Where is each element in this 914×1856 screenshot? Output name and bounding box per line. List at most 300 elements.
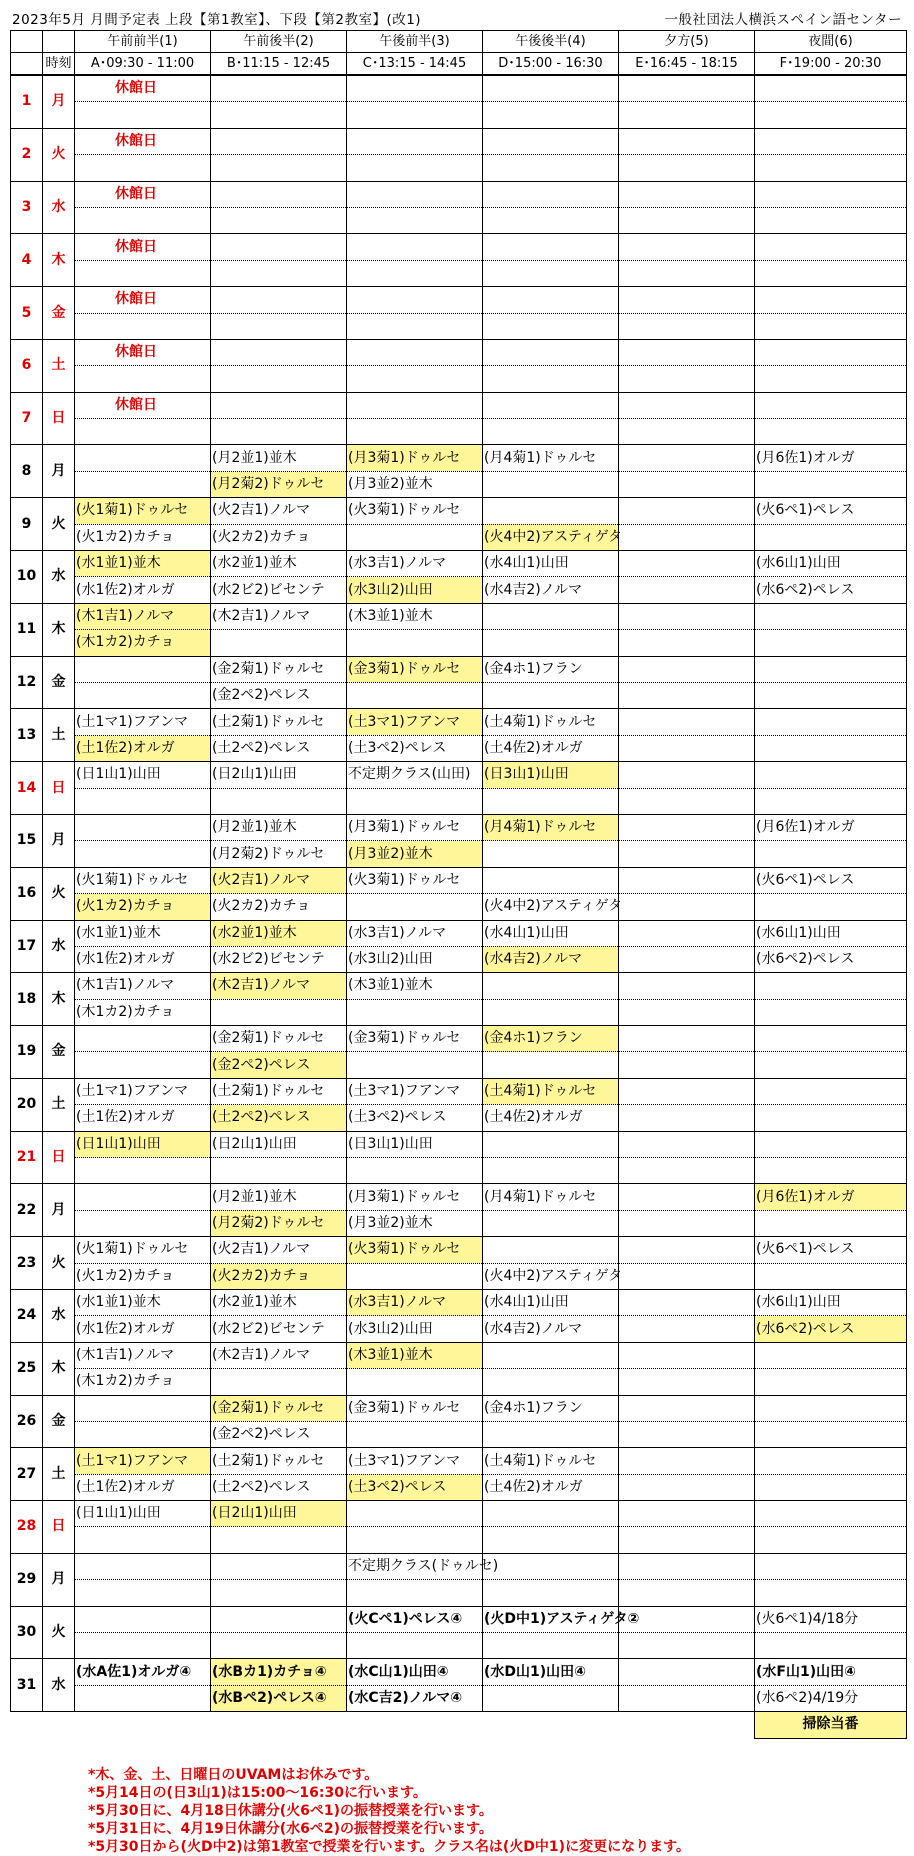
class-slot: (木1カ2)カチョ xyxy=(75,1369,211,1395)
class-slot: (水4山1)山田 xyxy=(483,920,619,946)
day-number: 26 xyxy=(11,1395,43,1448)
day-of-week: 月 xyxy=(43,75,75,128)
class-slot: (水Bペ2)ペレス④ xyxy=(211,1685,347,1711)
class-slot xyxy=(347,207,483,233)
cleaning-label: 掃除当番 xyxy=(755,1712,907,1738)
day-number: 14 xyxy=(11,762,43,815)
day-row xyxy=(11,1105,907,1131)
class-slot: (水2ビ2)ビセンテ xyxy=(211,946,347,972)
day-row xyxy=(11,75,907,102)
class-slot: (水1佐2)オルガ xyxy=(75,1316,211,1342)
class-slot xyxy=(347,366,483,392)
day-of-week: 火 xyxy=(43,1237,75,1290)
empty-slot xyxy=(483,1210,619,1236)
class-slot xyxy=(619,207,755,233)
day-row xyxy=(11,1369,907,1395)
empty-slot xyxy=(619,603,755,629)
day-number: 25 xyxy=(11,1342,43,1395)
closed-label: 休館日 xyxy=(75,339,211,365)
class-slot: (金3菊1)ドゥルセ xyxy=(347,1395,483,1421)
class-slot: (水6ペ2)ペレス xyxy=(755,577,907,603)
class-slot xyxy=(483,155,619,181)
day-number: 16 xyxy=(11,867,43,920)
schedule-table xyxy=(10,30,907,1739)
empty-slot xyxy=(211,999,347,1025)
day-of-week: 水 xyxy=(43,1289,75,1342)
notes-section xyxy=(88,1766,908,1856)
class-slot: (水3吉1)ノルマ xyxy=(347,1289,483,1315)
empty-slot xyxy=(75,656,211,682)
empty-slot xyxy=(347,1158,483,1184)
class-slot xyxy=(483,260,619,286)
class-slot: (水4吉2)ノルマ xyxy=(483,577,619,603)
blank-cell xyxy=(11,1712,43,1738)
empty-slot xyxy=(619,1553,755,1579)
empty-slot xyxy=(755,973,907,999)
day-row xyxy=(11,1553,907,1579)
day-row xyxy=(11,551,907,577)
class-slot: (火1菊1)ドゥルセ xyxy=(75,498,211,524)
day-row xyxy=(11,1026,907,1052)
empty-slot xyxy=(347,1052,483,1078)
class-slot: (水6ペ2)ペレス xyxy=(755,1316,907,1342)
empty-slot xyxy=(211,1633,347,1659)
empty-slot xyxy=(755,788,907,814)
empty-slot xyxy=(619,1685,755,1711)
class-slot: (日3山1)山田 xyxy=(483,762,619,788)
day-row xyxy=(11,128,907,154)
class-slot xyxy=(211,260,347,286)
class-slot: (月2菊2)ドゥルセ xyxy=(211,1210,347,1236)
class-slot xyxy=(347,181,483,207)
day-row xyxy=(11,234,907,260)
day-row xyxy=(11,1659,907,1685)
class-slot: (金2ペ2)ペレス xyxy=(211,1052,347,1078)
blank-cell xyxy=(211,1712,347,1738)
header-row-periods xyxy=(11,31,907,53)
class-slot: (火4中2)アスティゲタ xyxy=(483,894,619,920)
day-number: 24 xyxy=(11,1289,43,1342)
class-slot: (木3並1)並木 xyxy=(347,973,483,999)
class-slot xyxy=(347,419,483,445)
day-row xyxy=(11,260,907,286)
empty-slot xyxy=(619,1105,755,1131)
day-of-week: 金 xyxy=(43,656,75,709)
header-blank-cell xyxy=(43,31,75,53)
class-slot: (土4佐2)オルガ xyxy=(483,735,619,761)
class-slot xyxy=(755,339,907,365)
class-slot: (火1カ2)カチョ xyxy=(75,894,211,920)
class-slot xyxy=(347,102,483,128)
day-of-week: 木 xyxy=(43,234,75,287)
class-slot xyxy=(755,181,907,207)
empty-slot xyxy=(75,788,211,814)
class-slot xyxy=(75,207,211,233)
class-slot: (土4菊1)ドゥルセ xyxy=(483,1448,619,1474)
class-slot: (日2山1)山田 xyxy=(211,762,347,788)
class-slot: (火4中2)アスティゲタ xyxy=(483,1263,619,1289)
empty-slot xyxy=(755,656,907,682)
header-period: 午後前半(3) xyxy=(347,31,483,53)
empty-slot xyxy=(755,709,907,735)
empty-slot xyxy=(347,1369,483,1395)
class-slot: (火3菊1)ドゥルセ xyxy=(347,498,483,524)
class-slot: (日2山1)山田 xyxy=(211,1131,347,1157)
class-slot: (火3菊1)ドゥルセ xyxy=(347,867,483,893)
empty-slot xyxy=(347,524,483,550)
empty-slot xyxy=(619,1289,755,1315)
class-slot: (火3菊1)ドゥルセ xyxy=(347,1237,483,1263)
class-slot xyxy=(211,207,347,233)
day-of-week: 土 xyxy=(43,1448,75,1501)
class-slot xyxy=(347,234,483,260)
class-slot: (日1山1)山田 xyxy=(75,1131,211,1157)
class-slot: (月6佐1)オルガ xyxy=(755,1184,907,1210)
class-slot: (火1カ2)カチョ xyxy=(75,524,211,550)
class-slot: (金2菊1)ドゥルセ xyxy=(211,656,347,682)
class-slot xyxy=(211,155,347,181)
closed-label: 休館日 xyxy=(75,75,211,102)
day-number: 8 xyxy=(11,445,43,498)
empty-slot xyxy=(755,735,907,761)
day-row xyxy=(11,1158,907,1184)
note-line: *木、金、土、日曜日のUVAMはお休みです。 xyxy=(88,1767,379,1783)
class-slot: (土1佐2)オルガ xyxy=(75,735,211,761)
class-slot xyxy=(75,102,211,128)
class-slot: (水4吉2)ノルマ xyxy=(483,1316,619,1342)
note-line: *5月14日の(日3山1)は15:00～16:30に行います。 xyxy=(88,1785,427,1801)
empty-slot xyxy=(483,841,619,867)
empty-slot xyxy=(211,1158,347,1184)
class-slot: (水C吉2)ノルマ④ xyxy=(347,1685,483,1711)
empty-slot xyxy=(755,1158,907,1184)
class-slot xyxy=(347,75,483,102)
class-slot: (金2ペ2)ペレス xyxy=(211,1421,347,1447)
class-slot xyxy=(755,102,907,128)
day-row xyxy=(11,841,907,867)
empty-slot xyxy=(755,1131,907,1157)
empty-slot xyxy=(755,1553,907,1579)
class-slot xyxy=(755,313,907,339)
class-slot xyxy=(619,313,755,339)
day-row xyxy=(11,1078,907,1104)
day-row xyxy=(11,1342,907,1368)
day-of-week: 水 xyxy=(43,551,75,604)
empty-slot xyxy=(483,1633,619,1659)
empty-slot xyxy=(755,603,907,629)
empty-slot xyxy=(347,894,483,920)
empty-slot xyxy=(619,1342,755,1368)
day-row xyxy=(11,1685,907,1711)
class-slot: (土3ペ2)ペレス xyxy=(347,1105,483,1131)
class-slot xyxy=(755,287,907,313)
day-number: 12 xyxy=(11,656,43,709)
empty-slot xyxy=(755,762,907,788)
class-slot: (土2ペ2)ペレス xyxy=(211,735,347,761)
day-row xyxy=(11,1289,907,1315)
day-number: 27 xyxy=(11,1448,43,1501)
class-slot: (木1吉1)ノルマ xyxy=(75,973,211,999)
empty-slot xyxy=(755,1210,907,1236)
day-row xyxy=(11,788,907,814)
empty-slot xyxy=(483,1237,619,1263)
empty-slot xyxy=(75,1395,211,1421)
class-slot: (木2吉1)ノルマ xyxy=(211,603,347,629)
empty-slot xyxy=(483,1501,619,1527)
day-row xyxy=(11,1633,907,1659)
day-row xyxy=(11,1316,907,1342)
empty-slot xyxy=(619,867,755,893)
class-slot: (火2吉1)ノルマ xyxy=(211,498,347,524)
class-slot: (月6佐1)オルガ xyxy=(755,814,907,840)
day-number: 22 xyxy=(11,1184,43,1237)
header-row-times xyxy=(11,53,907,76)
class-slot: (水3吉1)ノルマ xyxy=(347,920,483,946)
class-slot: (水2並1)並木 xyxy=(211,551,347,577)
empty-slot xyxy=(483,1342,619,1368)
empty-slot xyxy=(755,1421,907,1447)
empty-slot xyxy=(483,498,619,524)
header-time-slot: E･16:45 - 18:15 xyxy=(619,53,755,76)
day-of-week: 木 xyxy=(43,1342,75,1395)
class-slot xyxy=(755,155,907,181)
empty-slot xyxy=(619,1184,755,1210)
header-period: 午前前半(1) xyxy=(75,31,211,53)
cleaning-row xyxy=(11,1712,907,1738)
class-slot xyxy=(211,234,347,260)
class-slot: (月3並2)並木 xyxy=(347,471,483,497)
day-number: 1 xyxy=(11,75,43,128)
class-slot xyxy=(347,260,483,286)
empty-slot xyxy=(75,841,211,867)
day-row xyxy=(11,287,907,313)
empty-slot xyxy=(347,1633,483,1659)
class-slot xyxy=(347,339,483,365)
header-time-slot: D･15:00 - 16:30 xyxy=(483,53,619,76)
empty-slot xyxy=(483,1131,619,1157)
class-slot: (日2山1)山田 xyxy=(211,1501,347,1527)
empty-slot xyxy=(619,973,755,999)
empty-slot xyxy=(755,1633,907,1659)
empty-slot xyxy=(755,1474,907,1500)
class-slot: (土4菊1)ドゥルセ xyxy=(483,1078,619,1104)
class-slot: (木1カ2)カチョ xyxy=(75,630,211,656)
empty-slot xyxy=(483,1158,619,1184)
empty-slot xyxy=(619,524,755,550)
class-slot: (金4ホ1)フラン xyxy=(483,656,619,682)
empty-slot xyxy=(755,1105,907,1131)
day-row xyxy=(11,313,907,339)
class-slot xyxy=(755,234,907,260)
class-slot xyxy=(483,128,619,154)
class-slot: (水6山1)山田 xyxy=(755,920,907,946)
class-slot xyxy=(755,366,907,392)
class-slot: (日1山1)山田 xyxy=(75,1501,211,1527)
class-slot: (月4菊1)ドゥルセ xyxy=(483,814,619,840)
class-slot xyxy=(483,419,619,445)
class-slot: (土1佐2)オルガ xyxy=(75,1474,211,1500)
class-slot xyxy=(211,366,347,392)
class-slot: (水D山1)山田④ xyxy=(483,1659,619,1685)
day-number: 21 xyxy=(11,1131,43,1184)
empty-slot xyxy=(619,551,755,577)
empty-slot xyxy=(619,1263,755,1289)
day-number: 17 xyxy=(11,920,43,973)
class-slot xyxy=(619,75,755,102)
class-slot: (水4山1)山田 xyxy=(483,551,619,577)
empty-slot xyxy=(619,656,755,682)
class-slot: (土3ペ2)ペレス xyxy=(347,1474,483,1500)
class-slot: (日3山1)山田 xyxy=(347,1131,483,1157)
day-row xyxy=(11,1184,907,1210)
class-slot xyxy=(211,102,347,128)
day-number: 11 xyxy=(11,603,43,656)
class-slot xyxy=(347,287,483,313)
empty-slot xyxy=(483,867,619,893)
class-slot xyxy=(483,102,619,128)
day-row xyxy=(11,735,907,761)
empty-slot xyxy=(75,1184,211,1210)
class-slot: (月2並1)並木 xyxy=(211,445,347,471)
class-slot xyxy=(211,313,347,339)
empty-slot xyxy=(755,1448,907,1474)
empty-slot xyxy=(347,1421,483,1447)
class-slot: (水6山1)山田 xyxy=(755,1289,907,1315)
class-slot xyxy=(75,366,211,392)
header-blank-cell xyxy=(11,31,43,53)
empty-slot xyxy=(75,1052,211,1078)
day-number: 28 xyxy=(11,1501,43,1554)
empty-slot xyxy=(483,1580,619,1606)
day-row xyxy=(11,392,907,418)
class-slot xyxy=(619,366,755,392)
empty-slot xyxy=(483,973,619,999)
day-number: 2 xyxy=(11,128,43,181)
day-row xyxy=(11,973,907,999)
class-slot xyxy=(211,419,347,445)
day-row xyxy=(11,366,907,392)
class-slot: 不定期クラス(山田) xyxy=(347,762,483,788)
class-slot: (土4佐2)オルガ xyxy=(483,1474,619,1500)
class-slot: (火2カ2)カチョ xyxy=(211,524,347,550)
class-slot: (水F山1)山田④ xyxy=(755,1659,907,1685)
class-slot: (月3菊1)ドゥルセ xyxy=(347,814,483,840)
empty-slot xyxy=(619,498,755,524)
class-slot: (月4菊1)ドゥルセ xyxy=(483,1184,619,1210)
empty-slot xyxy=(75,1527,211,1553)
day-of-week: 日 xyxy=(43,392,75,445)
empty-slot xyxy=(211,1606,347,1632)
empty-slot xyxy=(619,1052,755,1078)
day-row xyxy=(11,1448,907,1474)
blank-cell xyxy=(75,1712,211,1738)
class-slot: (火6ペ1)ペレス xyxy=(755,498,907,524)
class-slot xyxy=(483,339,619,365)
class-slot: (火4中2)アスティゲタ xyxy=(483,524,619,550)
class-slot xyxy=(347,392,483,418)
empty-slot xyxy=(619,788,755,814)
header-time-slot: B･11:15 - 12:45 xyxy=(211,53,347,76)
class-slot xyxy=(483,392,619,418)
note-line: *5月30日から(火D中2)は第1教室で授業を行います。クラス名は(火D中1)に変更になります。 xyxy=(88,1839,690,1855)
header-period: 夕方(5) xyxy=(619,31,755,53)
empty-slot xyxy=(347,1263,483,1289)
empty-slot xyxy=(619,445,755,471)
closed-label: 休館日 xyxy=(75,392,211,418)
day-of-week: 月 xyxy=(43,445,75,498)
class-slot: (水3吉1)ノルマ xyxy=(347,551,483,577)
empty-slot xyxy=(619,1316,755,1342)
class-slot xyxy=(483,181,619,207)
day-of-week: 土 xyxy=(43,709,75,762)
day-number: 7 xyxy=(11,392,43,445)
empty-slot xyxy=(211,1369,347,1395)
closed-label: 休館日 xyxy=(75,234,211,260)
empty-slot xyxy=(619,1026,755,1052)
empty-slot xyxy=(483,630,619,656)
class-slot: 不定期クラス(ドゥルセ) xyxy=(347,1553,483,1579)
empty-slot xyxy=(483,788,619,814)
empty-slot xyxy=(619,1448,755,1474)
class-slot: (水2ビ2)ビセンテ xyxy=(211,1316,347,1342)
day-row xyxy=(11,471,907,497)
day-row xyxy=(11,630,907,656)
class-slot xyxy=(483,366,619,392)
empty-slot xyxy=(755,1078,907,1104)
class-slot: (木2吉1)ノルマ xyxy=(211,1342,347,1368)
day-row xyxy=(11,1474,907,1500)
class-slot: (水1佐2)オルガ xyxy=(75,946,211,972)
class-slot: (月3並2)並木 xyxy=(347,1210,483,1236)
empty-slot xyxy=(211,1553,347,1579)
class-slot xyxy=(619,181,755,207)
class-slot xyxy=(211,128,347,154)
day-row xyxy=(11,1237,907,1263)
class-slot xyxy=(483,207,619,233)
class-slot: (金4ホ1)フラン xyxy=(483,1026,619,1052)
class-slot: (水4山1)山田 xyxy=(483,1289,619,1315)
empty-slot xyxy=(755,1527,907,1553)
empty-slot xyxy=(483,603,619,629)
empty-slot xyxy=(619,894,755,920)
class-slot xyxy=(75,155,211,181)
class-slot xyxy=(75,260,211,286)
day-of-week: 火 xyxy=(43,1606,75,1659)
empty-slot xyxy=(755,1026,907,1052)
empty-slot xyxy=(347,788,483,814)
empty-slot xyxy=(619,630,755,656)
day-row xyxy=(11,999,907,1025)
class-slot: (水3山2)山田 xyxy=(347,1316,483,1342)
class-slot: (水3山2)山田 xyxy=(347,946,483,972)
class-slot: (水1佐2)オルガ xyxy=(75,577,211,603)
empty-slot xyxy=(211,630,347,656)
blank-cell xyxy=(347,1712,483,1738)
class-slot: (月2並1)並木 xyxy=(211,814,347,840)
day-of-week: 月 xyxy=(43,814,75,867)
closed-label: 休館日 xyxy=(75,287,211,313)
class-slot xyxy=(211,392,347,418)
empty-slot xyxy=(619,946,755,972)
empty-slot xyxy=(347,999,483,1025)
header-time-slot: C･13:15 - 14:45 xyxy=(347,53,483,76)
day-row xyxy=(11,1263,907,1289)
class-slot: (日1山1)山田 xyxy=(75,762,211,788)
header-time-label: 時刻 xyxy=(43,53,75,76)
empty-slot xyxy=(347,682,483,708)
class-slot: (水1並1)並木 xyxy=(75,920,211,946)
empty-slot xyxy=(619,1421,755,1447)
